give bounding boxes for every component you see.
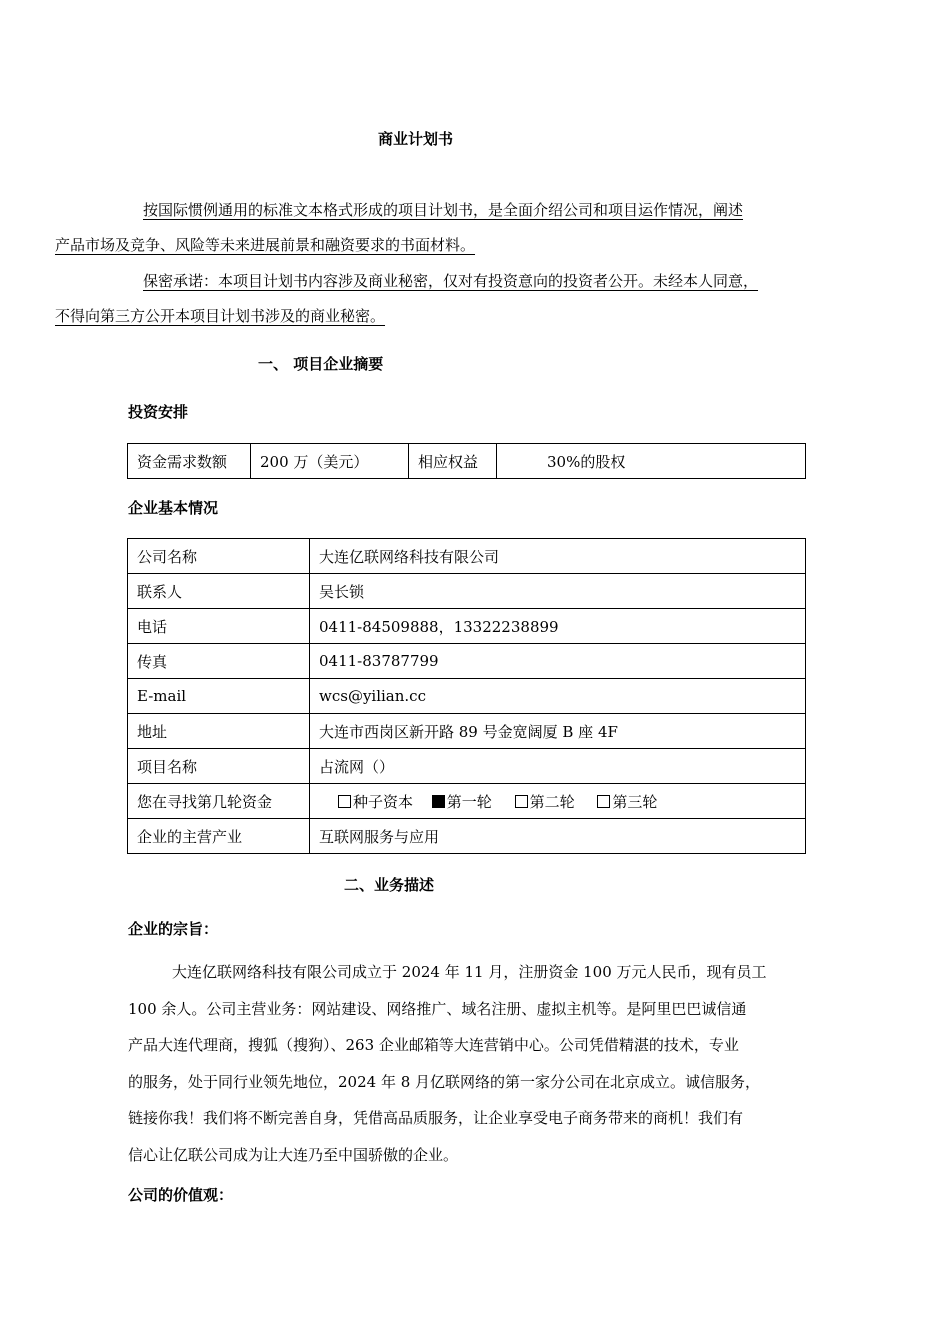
row-label: 您在寻找第几轮资金 [128,784,310,819]
invest-label-amount: 资金需求数额 [128,444,251,479]
row-value: 大连市西岗区新开路 89 号金宽阔厦 B 座 4F [310,714,806,749]
confidential-paragraph [55,264,845,334]
table-row [128,749,806,784]
row-value: 互联网服务与应用 [310,819,806,854]
option-seed[interactable]: 种子资本 [338,793,413,811]
invest-heading: 投资安排 [128,403,189,421]
row-label: 企业的主营产业 [128,819,310,854]
purpose-line: 大连亿联网络科技有限公司成立于 2024 年 11 月，注册资金 100 万元人民币，现有员工 [172,963,767,981]
row-value: 0411-83787799 [310,644,806,679]
invest-value-amount: 200 万（美元） [251,444,409,479]
funding-round-options [310,784,806,819]
table-row [128,819,806,854]
table-row [128,444,806,479]
values-heading: 公司的价值观： [128,1186,234,1204]
checkbox-empty-icon [597,795,610,808]
row-value: 0411-84509888，13322238899 [310,609,806,644]
purpose-line: 产品大连代理商，搜狐（搜狗）、263 企业邮箱等大连营销中心。公司凭借精湛的技术，专业 [128,1036,739,1054]
purpose-line: 信心让亿联公司成为让大连乃至中国骄傲的企业。 [128,1145,459,1164]
row-label: 联系人 [128,574,310,609]
table-row [128,609,806,644]
intro-line: 按国际惯例通用的标准文本格式形成的项目计划书，是全面介绍公司和项目运作情况，阐述 [143,201,744,219]
purpose-line: 链接你我！我们将不断完善自身，凭借高品质服务，让企业享受电子商务带来的商机！我们有 [128,1109,744,1127]
basic-info-table [127,538,806,854]
document-title: 商业计划书 [378,130,454,148]
purpose-line: 100 余人。公司主营业务：网站建设、网络推广、域名注册、虚拟主机等。是阿里巴巴诚信通 [128,999,747,1018]
row-label: 项目名称 [128,749,310,784]
row-label: 公司名称 [128,539,310,574]
section1-heading: 一、 项目企业摘要 [258,355,384,373]
confidential-line: 保密承诺：本项目计划书内容涉及商业秘密，仅对有投资意向的投资者公开。未经本人同意， [143,272,759,290]
intro-line: 产品市场及竞争、风险等未来进展前景和融资要求的书面材料。 [55,236,476,254]
basic-heading: 企业基本情况 [128,499,219,517]
table-row [128,539,806,574]
option-round-1[interactable]: 第一轮 [432,793,492,811]
table-row [128,679,806,714]
purpose-heading: 企业的宗旨： [128,920,219,938]
option-round-2[interactable]: 第二轮 [515,793,575,811]
row-label: 传真 [128,644,310,679]
row-value: wcs@yilian.cc [310,679,806,714]
table-row [128,644,806,679]
section2-heading: 二、业务描述 [344,876,435,894]
table-row [128,784,806,819]
checkbox-empty-icon [338,795,351,808]
table-row [128,714,806,749]
row-value: 占流网（） [310,749,806,784]
purpose-line: 的服务，处于同行业领先地位，2024 年 8 月亿联网络的第一家分公司在北京成立。诚信服务， [128,1072,761,1091]
checkbox-filled-icon [432,795,445,808]
confidential-line: 不得向第三方公开本项目计划书涉及的商业秘密。 [55,307,386,325]
checkbox-empty-icon [515,795,528,808]
invest-table [127,443,806,479]
invest-label-equity: 相应权益 [409,444,497,479]
option-round-3[interactable]: 第三轮 [597,793,657,811]
purpose-paragraph [128,954,828,1173]
row-label: 地址 [128,714,310,749]
invest-value-equity: 30%的股权 [497,444,806,479]
row-value: 吴长锁 [310,574,806,609]
table-row [128,574,806,609]
intro-paragraph [55,193,845,263]
row-label: 电话 [128,609,310,644]
row-label: E-mail [128,679,310,714]
row-value: 大连亿联网络科技有限公司 [310,539,806,574]
